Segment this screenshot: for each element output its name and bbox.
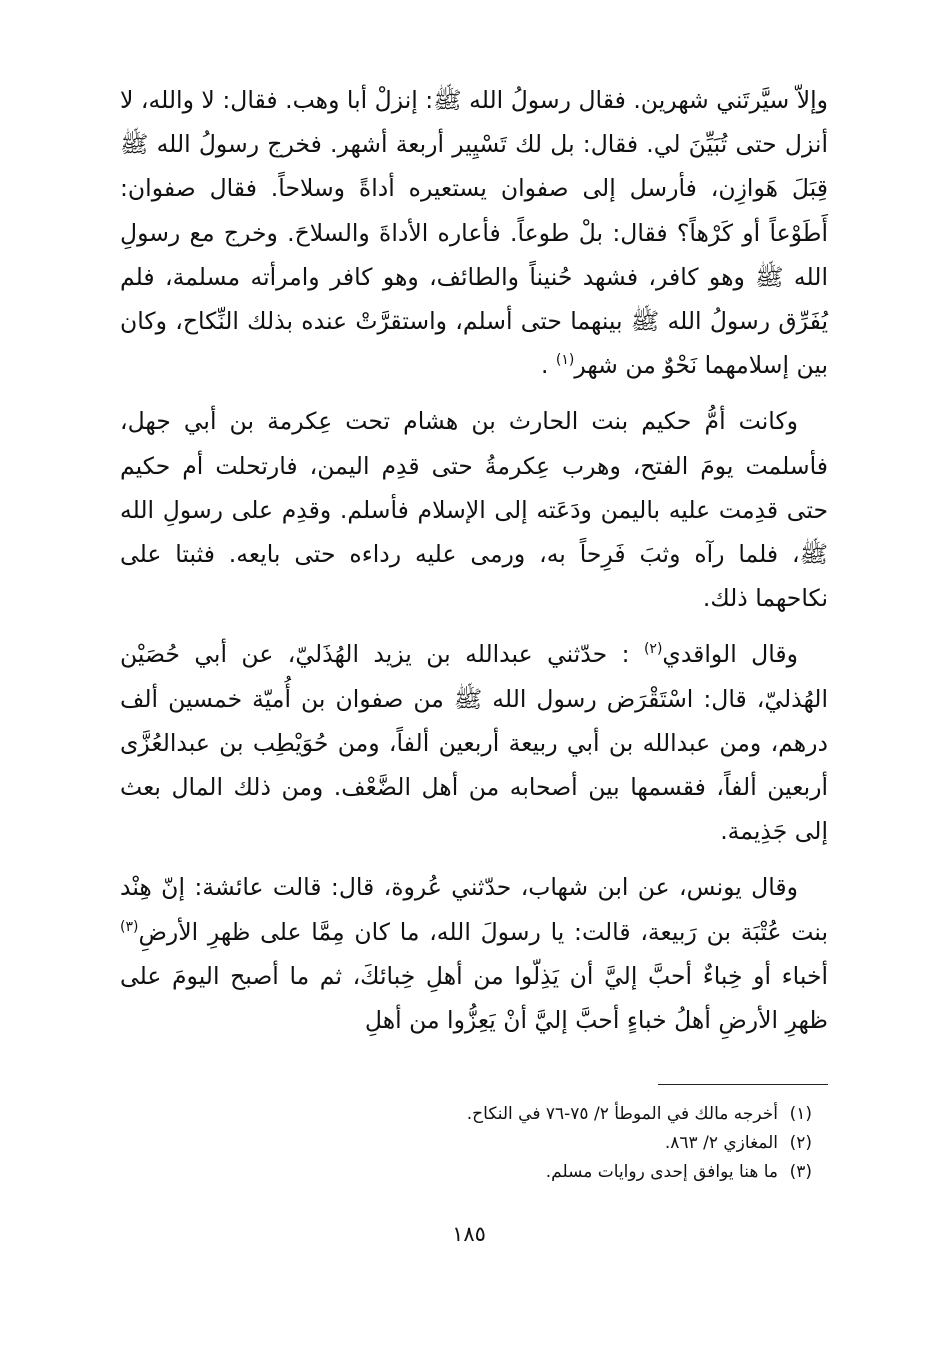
footnote-2 (122, 1129, 812, 1158)
footnote-list (122, 1100, 812, 1187)
paragraph-text: وقال الواقدي (662, 640, 799, 669)
paragraph-2 (120, 399, 828, 620)
paragraph-tail: أخباء أو خِباءٌ أحبَّ إليَّ أن يَذِلّوا من أهلِ خِبائكَ، ثم ما أصبح اليومَ على ظهرِ الأرضِ أهلُ خباءٍ أحبَّ إليَّ أنْ يَعِزُّوا من أهلِ (120, 961, 828, 1035)
page-number: ١٨٥ (452, 1222, 486, 1246)
footnote-text: أخرجه مالك في الموطأ ٢/ ٧٥-٧٦ في النكاح. (466, 1104, 778, 1124)
footnote-text: المغازي ٢/ ٨٦٣. (664, 1133, 778, 1153)
paragraph-text: وكانت أمُّ حكيم بنت الحارث بن هشام تحت عِكرمة بن أبي جهل، فأسلمت يومَ الفتح، وهرب عِكرمةُ حتى قدِم اليمن، فارتحلت أم حكيم حتى قدِمت عليه باليمن ودَعَته إلى الإسلام فأسلم. وقدِم على رسولِ الله ﷺ، فلما رآه وثبَ فَرِحاً به، ورمى عليه رداءه حتى بايعه. فثبتا على نكاحهما ذلك. (120, 407, 828, 613)
footnote-separator (658, 1084, 828, 1085)
footnote-ref-1: (١) (555, 352, 575, 369)
paragraph-text: وإلاّ سيَّرتَني شهرين. فقال رسولُ الله ﷺ: إنزلْ أبا وهب. فقال: لا والله، لا أنزل حتى تُبَيِّنَ لي. فقال: بل لك تَسْيِير أربعة أشهر. فخرج رسولُ الله ﷺ قِبَلَ هَوازِن، فأرسل إلى صفوان يستعيره أداةً وسلاحاً. فقال صفوان: أَطَوْعاً أو كَرْهاً؟ فقال: بلْ طوعاً. فأعاره الأداةَ والسلاحَ. وخرج مع رسولِ الله ﷺ وهو كافر، فشهد حُنيناً والطائف، وهو كافر وامرأته مسلمة، فلم يُفَرِّق رسولُ الله ﷺ بينهما حتى أسلم، واستقرَّتْ عنده بذلك النِّكاح، وكان بين إسلامهما نَحْوٌ من شهر (120, 86, 828, 380)
footnote-text: ما هنا يوافق إحدى روايات مسلم. (545, 1162, 778, 1182)
footnote-number: (٣) (789, 1162, 812, 1182)
paragraph-text: وقال يونس، عن ابن شهاب، حدّثني عُروة، قال: قالت عائشة: إنّ هِنْد بنت عُتْبَة بن رَبيعة، قالت: يا رسولَ الله، ما كان مِمَّا على ظهرِ الأرضِ (120, 873, 828, 946)
paragraph-tail: . (540, 351, 556, 380)
footnote-number: (٢) (789, 1133, 812, 1153)
paragraph-4 (120, 865, 828, 1042)
footnote-3 (122, 1158, 812, 1187)
paragraph-3 (120, 632, 828, 853)
paragraph-1 (120, 78, 828, 387)
paragraph-tail: : حدّثني عبدالله بن يزيد الهُذَليّ، عن أبي حُصَيْن الهُذليّ، قال: اسْتَقْرَض رسول الله ﷺ من صفوان بن أُميّة خمسين ألف درهم، ومن عبدالله بن أبي ربيعة أربعين ألفاً، ومن حُوَيْطِب بن عبدالعُزَّى أربعين ألفاً، فقسمها بين أصحابه من أهل الضَّعْف. ومن ذلك المال بعث إلى جَذِيمة. (120, 640, 828, 846)
main-text (120, 78, 828, 1054)
footnote-1 (122, 1100, 812, 1129)
footnote-ref-3: (٣) (120, 918, 139, 935)
footnote-ref-2: (٢) (643, 641, 663, 658)
footnote-number: (١) (789, 1104, 812, 1124)
